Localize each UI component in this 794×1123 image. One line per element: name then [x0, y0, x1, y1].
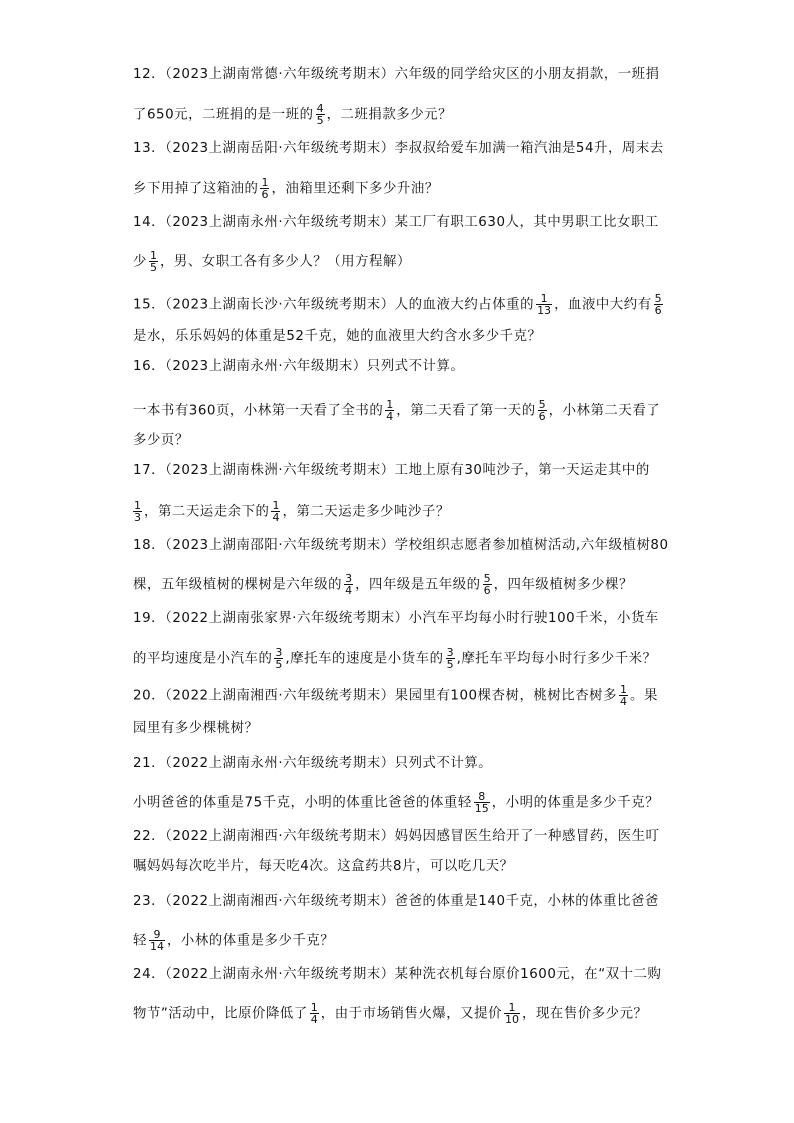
- question-text: 少: [133, 254, 147, 270]
- question-15-line-1: [133, 293, 663, 316]
- question-text: ，小林的体重是多少千克？: [166, 933, 335, 949]
- fraction: [385, 399, 394, 422]
- question-text: 一本书有360页，小林第一天看了全书的: [133, 403, 384, 419]
- question-text: ，由于市场销售火爆，又提价: [320, 1006, 503, 1022]
- fraction-denominator: 5: [149, 261, 157, 274]
- question-source: （2022上湖南湘西·六年级统考期末）: [165, 688, 395, 704]
- fraction-denominator: 4: [386, 410, 394, 423]
- question-source: （2023上湖南长沙·六年级统考期末）: [165, 297, 395, 313]
- question-18-line-1: [133, 537, 669, 555]
- question-text: ,摩托车的速度是小货车的: [285, 651, 444, 667]
- question-12-line-2: [133, 103, 663, 126]
- question-21-line-1: [133, 755, 663, 773]
- fraction-numerator: 3: [446, 646, 454, 659]
- fraction: [536, 293, 552, 316]
- fraction: [271, 500, 280, 523]
- question-text: 某种洗衣机每台原价1600元，在“双十二购: [394, 967, 662, 982]
- fraction-numerator: 5: [538, 398, 546, 411]
- fraction-denominator: 6: [261, 188, 269, 201]
- fraction-denominator: 6: [538, 410, 546, 423]
- question-number: 14．: [133, 215, 166, 230]
- fraction: [619, 684, 628, 707]
- question-18-line-2: [133, 573, 663, 596]
- fraction-numerator: 1: [134, 499, 141, 512]
- question-text: 人的血液大约占体重的: [394, 297, 535, 313]
- fraction: [446, 647, 455, 670]
- fraction: [133, 500, 142, 523]
- question-text: 。果: [630, 688, 658, 704]
- question-text: ，小明的体重是多少千克？: [491, 795, 660, 811]
- question-19-line-2: [133, 647, 663, 670]
- fraction-denominator: 3: [134, 511, 141, 524]
- question-text: 多少页？: [133, 433, 189, 448]
- fraction-numerator: 1: [386, 398, 394, 411]
- question-24-line-1: [133, 966, 663, 984]
- question-19-line-1: [133, 610, 663, 628]
- fraction-denominator: 10: [505, 1013, 520, 1026]
- question-text: ，男、女职工各有多少人？（用方程解）: [159, 254, 411, 270]
- question-17-line-1: [133, 462, 663, 480]
- fraction-numerator: 5: [654, 292, 662, 305]
- question-12-line-1: [133, 66, 663, 84]
- question-text: 李叔叔给爱车加满一箱汽油是54升，周末去: [394, 141, 664, 156]
- question-13-line-1: [133, 140, 663, 158]
- question-number: 20．: [133, 688, 166, 704]
- fraction-denominator: 5: [316, 114, 324, 127]
- fraction-numerator: 1: [261, 176, 269, 189]
- question-text: 妈妈因感冒医生给开了一种感冒药，医生叮: [394, 829, 660, 844]
- question-text: 六年级的同学给灾区的小朋友捐款，一班捐: [394, 67, 660, 82]
- fraction: [654, 293, 663, 316]
- question-number: 12．: [133, 67, 166, 82]
- question-text: ，现在售价多少元？: [522, 1006, 648, 1022]
- question-15-line-2: [133, 328, 663, 346]
- fraction-denominator: 5: [275, 658, 283, 671]
- question-text: ，小林第二天看了: [548, 403, 661, 419]
- question-number: 19．: [133, 611, 166, 626]
- question-text: ，第二天运走余下的: [144, 504, 270, 520]
- fraction: [260, 177, 269, 200]
- fraction-numerator: 1: [310, 1001, 318, 1014]
- question-source: （2023上湖南邵阳·六年级统考期末）: [165, 538, 395, 553]
- fraction-numerator: 3: [275, 646, 283, 659]
- question-number: 24．: [133, 967, 166, 982]
- fraction-denominator: 5: [446, 658, 454, 671]
- question-text: 轻: [133, 933, 147, 949]
- question-16-line-3: [133, 432, 663, 450]
- question-text: ，第二天运走多少吨沙子？: [282, 504, 450, 520]
- question-20-line-1: [133, 684, 663, 707]
- question-text: ,摩托车平均每小时行多少千米？: [456, 651, 657, 667]
- question-14-line-1: [133, 214, 663, 232]
- fraction-numerator: 3: [345, 572, 353, 585]
- question-text: 果园里有100棵杏树，桃树比杏树多: [394, 688, 618, 704]
- fraction: [504, 1002, 520, 1025]
- question-text: 学校组织志愿者参加植树活动,六年级植树80: [394, 538, 669, 553]
- question-source: （2022上湖南永州·六年级统考期末）: [165, 967, 395, 982]
- question-17-line-2: [133, 500, 663, 523]
- fraction: [483, 573, 492, 596]
- fraction: [149, 250, 158, 273]
- question-22-line-1: [133, 828, 663, 846]
- question-text: ，四年级是五年级的: [355, 577, 481, 593]
- fraction-denominator: 4: [272, 511, 280, 524]
- fraction: [274, 647, 283, 670]
- question-source: （2022上湖南永州·六年级统考期末）: [165, 756, 395, 771]
- fraction-denominator: 6: [483, 584, 491, 597]
- question-text: 乡下用掉了这箱油的: [133, 181, 259, 197]
- fraction-denominator: 14: [149, 940, 164, 953]
- question-text: ，油箱里还剩下多少升油？: [271, 181, 439, 197]
- question-21-line-2: [133, 791, 663, 814]
- fraction-numerator: 1: [149, 249, 157, 262]
- question-source: （2023上湖南永州·六年级统考期末）: [165, 215, 395, 230]
- question-text: 只列式不计算。: [366, 359, 465, 374]
- fraction: [316, 103, 325, 126]
- question-16-line-2: [133, 399, 663, 422]
- question-text: 工地上原有30吨沙子，第一天运走其中的: [394, 463, 650, 478]
- question-text: 了650元，二班捐的是一班的: [133, 107, 314, 123]
- fraction-numerator: 1: [504, 1002, 520, 1014]
- question-text: ，第二天看了第一天的: [396, 403, 536, 419]
- question-22-line-2: [133, 858, 663, 876]
- fraction: [344, 573, 353, 596]
- question-text: 的平均速度是小汽车的: [133, 651, 273, 667]
- fraction: [474, 791, 490, 814]
- question-source: （2023上湖南岳阳·六年级统考期末）: [165, 141, 395, 156]
- fraction-denominator: 13: [537, 304, 552, 317]
- question-source: （2023上湖南常德·六年级统考期末）: [165, 67, 395, 82]
- question-20-line-2: [133, 720, 663, 738]
- fraction-numerator: 4: [316, 102, 324, 115]
- fraction: [149, 929, 165, 952]
- question-text: ，血液中大约有: [554, 297, 652, 313]
- question-text: ，二班捐款多少元？: [326, 107, 453, 123]
- fraction-denominator: 4: [620, 695, 628, 708]
- question-13-line-2: [133, 177, 663, 200]
- question-text: 物节”活动中，比原价降低了: [133, 1006, 308, 1022]
- question-number: 17．: [133, 463, 166, 478]
- question-24-line-2: [133, 1002, 663, 1025]
- question-text: 棵，五年级植树的棵树是六年级的: [133, 577, 343, 593]
- question-source: （2023上湖南株洲·六年级统考期末）: [165, 463, 395, 478]
- question-number: 23．: [133, 894, 166, 909]
- question-number: 18．: [133, 538, 166, 553]
- fraction-numerator: 9: [149, 929, 165, 941]
- fraction-denominator: 4: [310, 1013, 318, 1026]
- fraction-denominator: 4: [345, 584, 353, 597]
- question-23-line-1: [133, 893, 663, 911]
- question-source: （2022上湖南张家界·六年级统考期末）: [165, 611, 409, 626]
- question-text: 小汽车平均每小时行驶100千米，小货车: [408, 611, 659, 626]
- question-number: 16．: [133, 359, 166, 374]
- question-text: 某工厂有职工630人，其中男职工比女职工: [394, 215, 659, 230]
- fraction-numerator: 1: [536, 293, 552, 305]
- question-text: ，四年级植树多少棵？: [493, 577, 633, 593]
- question-14-line-2: [133, 250, 663, 273]
- fraction-numerator: 1: [620, 683, 628, 696]
- question-text: 园里有多少棵桃树？: [133, 721, 259, 736]
- question-text: 只列式不计算。: [394, 756, 493, 771]
- fraction-denominator: 15: [474, 802, 489, 815]
- fraction: [310, 1002, 319, 1025]
- question-number: 13．: [133, 141, 166, 156]
- question-source: （2022上湖南湘西·六年级统考期末）: [165, 894, 395, 909]
- fraction-numerator: 8: [474, 791, 490, 803]
- question-text: 小明爸爸的体重是75千克，小明的体重比爸爸的体重轻: [133, 795, 472, 811]
- question-number: 15．: [133, 297, 166, 313]
- question-number: 21．: [133, 756, 166, 771]
- question-text: 爸爸的体重是140千克，小林的体重比爸爸: [394, 894, 659, 909]
- question-text: 嘱妈妈每次吃半片，每天吃4次。这盒药共8片，可以吃几天？: [133, 859, 514, 874]
- fraction-denominator: 6: [654, 304, 662, 317]
- fraction-numerator: 1: [272, 499, 280, 512]
- question-text: 是水，乐乐妈妈的体重是52千克，她的血液里大约含水多少千克？: [133, 329, 542, 344]
- question-23-line-2: [133, 929, 663, 952]
- question-16-line-1: [133, 358, 663, 376]
- fraction-numerator: 5: [483, 572, 491, 585]
- question-number: 22．: [133, 829, 166, 844]
- question-source: （2022上湖南湘西·六年级统考期末）: [165, 829, 395, 844]
- question-source: （2023上湖南永州·六年级期末）: [165, 359, 367, 374]
- fraction: [538, 399, 547, 422]
